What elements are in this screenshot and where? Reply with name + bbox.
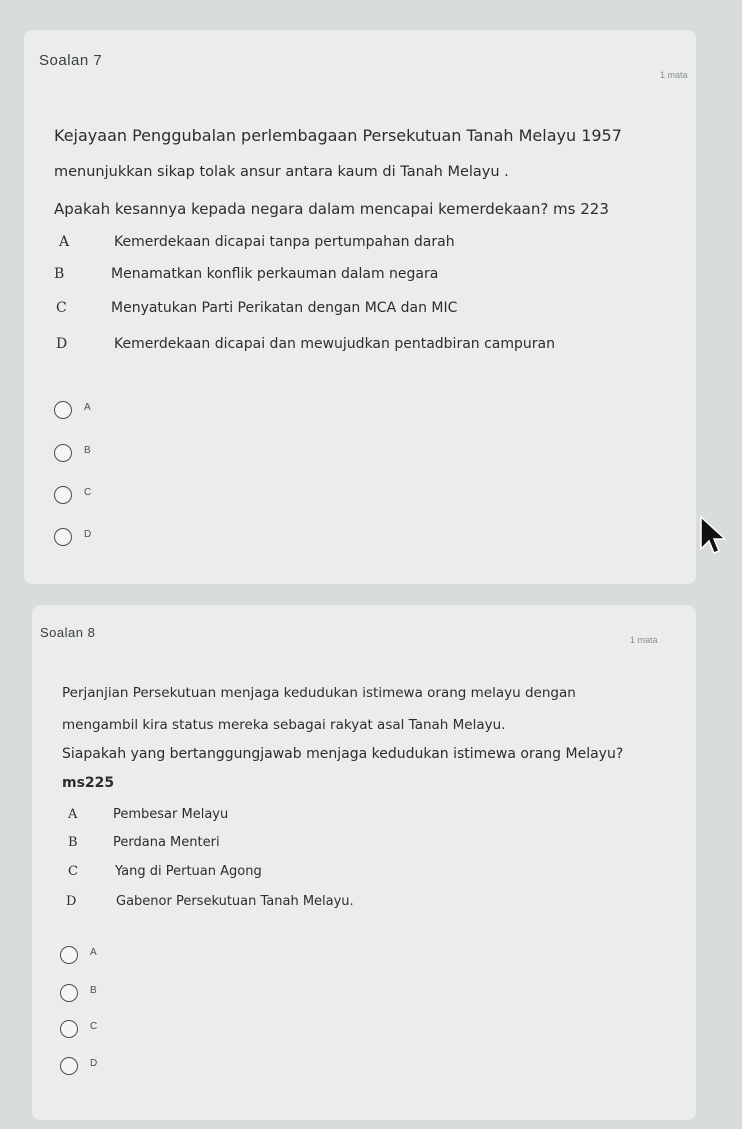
choice-label: D xyxy=(84,529,92,540)
choice-label: A xyxy=(90,947,97,958)
radio-button[interactable] xyxy=(60,984,78,1002)
choice-label: D xyxy=(90,1058,98,1069)
question-stem-line: mengambil kira status mereka sebagai rakyat asal Tanah Melayu. xyxy=(62,717,506,733)
option-text: Menyatukan Parti Perikatan dengan MCA dan MIC xyxy=(111,300,458,316)
option-letter: C xyxy=(68,864,78,879)
radio-button[interactable] xyxy=(60,1020,78,1038)
question-stem-line: Apakah kesannya kepada negara dalam mencapai kemerdekaan? ms 223 xyxy=(54,200,609,218)
radio-button[interactable] xyxy=(54,528,72,546)
radio-button[interactable] xyxy=(60,946,78,964)
question-title: Soalan 7 xyxy=(39,52,103,69)
option-letter: A xyxy=(68,807,78,822)
radio-button[interactable] xyxy=(54,401,72,419)
choice-label: B xyxy=(90,985,97,996)
question-points: 1 mata xyxy=(660,70,688,80)
question-stem-line: menunjukkan sikap tolak ansur antara kaum di Tanah Melayu . xyxy=(54,164,509,180)
option-letter: B xyxy=(68,835,78,850)
radio-button[interactable] xyxy=(60,1057,78,1075)
question-stem-line: Kejayaan Penggubalan perlembagaan Persekutuan Tanah Melayu 1957 xyxy=(54,126,622,145)
option-letter: D xyxy=(66,894,77,909)
question-stem-line: Siapakah yang bertanggungjawab menjaga kedudukan istimewa orang Melayu? xyxy=(62,746,624,762)
option-letter: D xyxy=(56,336,68,352)
radio-button[interactable] xyxy=(54,486,72,504)
option-text: Yang di Pertuan Agong xyxy=(115,864,262,879)
option-text: Perdana Menteri xyxy=(113,835,220,850)
question-card-7 xyxy=(24,30,696,584)
question-points: 1 mata xyxy=(630,635,658,645)
option-text: Kemerdekaan dicapai tanpa pertumpahan darah xyxy=(114,234,455,250)
option-text: Menamatkan konflik perkauman dalam negara xyxy=(111,266,439,282)
option-text: Gabenor Persekutuan Tanah Melayu. xyxy=(116,894,354,909)
option-letter: A xyxy=(59,234,70,250)
choice-label: C xyxy=(84,487,92,498)
choice-label: A xyxy=(84,402,91,413)
question-stem-line: Perjanjian Persekutuan menjaga kedudukan istimewa orang melayu dengan xyxy=(62,685,576,701)
option-text: Pembesar Melayu xyxy=(113,807,229,822)
choice-label: B xyxy=(84,445,91,456)
option-text: Kemerdekaan dicapai dan mewujudkan pentadbiran campuran xyxy=(114,336,555,352)
option-letter: C xyxy=(56,300,67,316)
question-title: Soalan 8 xyxy=(40,625,96,640)
radio-button[interactable] xyxy=(54,444,72,462)
option-letter: B xyxy=(54,266,65,282)
question-card-8 xyxy=(32,605,696,1120)
choice-label: C xyxy=(90,1021,98,1032)
mouse-pointer-icon xyxy=(697,515,727,555)
question-stem-line: ms225 xyxy=(62,775,115,791)
